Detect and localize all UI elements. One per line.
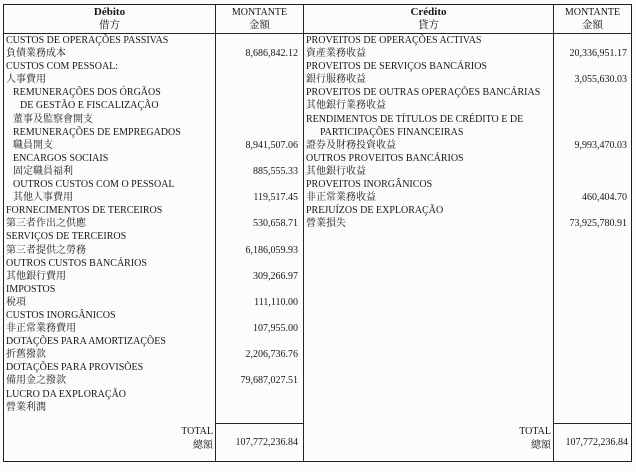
line-item-label: PROVEITOS DE SERVIÇOS BANCÁRIOS (306, 61, 487, 73)
line-item-label: 備用金之撥款 (6, 375, 66, 387)
table-row (4, 296, 303, 309)
table-row (4, 217, 303, 230)
debit-total-label-zh: 總額 (193, 439, 213, 451)
table-row (304, 34, 631, 47)
table-row (4, 244, 303, 257)
line-item-amount (553, 34, 631, 47)
line-item-amount (215, 86, 303, 99)
table-row (4, 73, 303, 86)
line-item-label: CUSTOS DE OPERAÇÕES PASSIVAS (6, 35, 169, 46)
line-item-label: CUSTOS INORGÂNICOS (6, 309, 116, 321)
line-item-amount (553, 204, 631, 217)
line-item-label: IMPOSTOS (6, 283, 56, 295)
table-row (4, 335, 303, 348)
line-item-amount (215, 230, 303, 243)
line-item-amount: 6,186,059.93 (245, 244, 298, 256)
credit-title-pt: Crédito (410, 6, 447, 18)
credit-header (304, 5, 553, 33)
table-row (4, 388, 303, 401)
credit-total-label-zh: 總額 (531, 439, 551, 451)
line-item-label: FORNECIMENTOS DE TERCEIROS (6, 205, 163, 217)
table-row (4, 165, 303, 178)
line-item-label: PREJUÍZOS DE EXPLORAÇÃO (306, 205, 444, 217)
line-item-label: 非正常業務費用 (6, 323, 76, 335)
line-item-amount: 8,686,842.12 (245, 48, 298, 60)
credit-total-amount: 107,772,236.84 (554, 423, 631, 461)
line-item-label: 其他銀行費用 (6, 270, 66, 282)
line-item-amount: 119,517.45 (253, 192, 298, 204)
table-row (4, 139, 303, 152)
table-row (4, 348, 303, 361)
debit-title-pt: Débito (93, 6, 126, 18)
line-item-label: 其他銀行收益 (306, 165, 366, 177)
table-row (4, 309, 303, 322)
line-item-amount (553, 99, 631, 112)
table-row (304, 86, 631, 99)
line-item-amount (215, 309, 303, 322)
table-row (4, 152, 303, 165)
debit-total-label-pt: TOTAL (181, 426, 213, 437)
line-item-label: 稅項 (6, 296, 26, 308)
line-item-amount (553, 126, 631, 139)
line-item-amount: 79,687,027.51 (240, 375, 298, 387)
table-row (4, 322, 303, 335)
line-item-amount (215, 178, 303, 191)
line-item-label: OUTROS CUSTOS COM O PESSOAL (13, 179, 175, 191)
line-item-amount (215, 257, 303, 270)
line-item-amount: 460,404.70 (582, 192, 627, 204)
line-item-amount: 3,055,630.03 (574, 74, 627, 86)
credit-title-zh: 貸方 (418, 20, 439, 31)
debit-amount-title-pt: MONTANTE (231, 7, 288, 18)
line-item-label: 固定職員福利 (13, 165, 73, 177)
debit-total-amount: 107,772,236.84 (216, 423, 303, 461)
line-item-label: LUCRO DA EXPLORAÇÃO (6, 388, 127, 400)
line-item-amount: 9,993,470.03 (574, 139, 627, 151)
line-item-amount (553, 60, 631, 73)
table-row (4, 178, 303, 191)
line-item-amount (215, 335, 303, 348)
table-row (304, 113, 631, 126)
table-row (4, 230, 303, 243)
table-row (304, 60, 631, 73)
table-row (304, 47, 631, 60)
table-row (4, 401, 303, 414)
table-row (4, 204, 303, 217)
table-row (304, 178, 631, 191)
credit-line-items (304, 34, 631, 230)
line-item-label: PROVEITOS DE OPERAÇÕES ACTIVAS (306, 35, 482, 46)
table-row (4, 47, 303, 60)
line-item-amount (553, 165, 631, 178)
table-row (4, 34, 303, 47)
line-item-amount: 2,206,736.76 (245, 349, 298, 361)
debit-header (4, 5, 215, 33)
table-row (4, 374, 303, 387)
credit-amount-title-pt: MONTANTE (564, 7, 621, 18)
line-item-label: PARTICIPAÇÕES FINANCEIRAS (320, 126, 464, 138)
line-item-label: 營業利潤 (6, 401, 46, 413)
line-item-label: DE GESTÃO E FISCALIZAÇÃO (20, 100, 159, 112)
line-item-amount (215, 152, 303, 165)
line-item-label: OUTROS CUSTOS BANCÁRIOS (6, 257, 147, 269)
line-item-label: PROVEITOS INORGÂNICOS (306, 179, 433, 191)
line-item-amount: 8,941,507.06 (245, 139, 298, 151)
table-row (304, 204, 631, 217)
table-row (304, 217, 631, 230)
line-item-label: CUSTOS COM PESSOAL: (6, 61, 119, 73)
line-item-label: DOTAÇÕES PARA PROVISÕES (6, 362, 144, 374)
line-item-label: ENCARGOS SOCIAIS (13, 152, 109, 164)
table-row (304, 99, 631, 112)
line-item-amount: 111,110.00 (254, 296, 298, 308)
table-row (4, 60, 303, 73)
table-row (304, 126, 631, 139)
table-row (4, 86, 303, 99)
debit-total-label (4, 425, 213, 452)
debit-title-zh: 借方 (99, 20, 120, 31)
line-item-label: PROVEITOS DE OUTRAS OPERAÇÕES BANCÁRIAS (306, 87, 541, 99)
line-item-amount: 73,925,780.91 (569, 218, 627, 230)
credit-total-label (304, 425, 551, 452)
line-item-label: 折舊撥款 (6, 349, 46, 361)
line-item-label: 董事及監察會開支 (13, 113, 93, 125)
table-row (304, 139, 631, 152)
table-row (4, 113, 303, 126)
credit-total-label-pt: TOTAL (519, 426, 551, 437)
line-item-label: 非正常業務收益 (306, 192, 376, 204)
line-item-amount: 309,266.97 (253, 270, 298, 282)
line-item-label: RENDIMENTOS DE TÍTULOS DE CRÉDITO E DE (306, 113, 524, 125)
line-item-amount: 885,555.33 (253, 165, 298, 177)
line-item-label: REMUNERAÇÕES DE EMPREGADOS (13, 126, 181, 138)
line-item-label: 銀行服務收益 (306, 74, 366, 86)
line-item-amount: 20,336,951.17 (569, 48, 627, 60)
debit-amount-header (216, 5, 303, 33)
line-item-amount (553, 178, 631, 191)
line-item-label: REMUNERAÇÕES DOS ÓRGÃOS (13, 87, 161, 99)
line-item-label: DOTAÇÕES PARA AMORTIZAÇÕES (6, 336, 166, 348)
line-item-amount (215, 113, 303, 126)
line-item-amount (215, 204, 303, 217)
table-row (4, 283, 303, 296)
debit-line-items (4, 34, 303, 414)
line-item-label: 證券及財務投資收益 (306, 139, 396, 151)
line-item-label: 營業損失 (306, 218, 346, 230)
credit-amount-header (554, 5, 631, 33)
table-row (4, 270, 303, 283)
line-item-amount (215, 388, 303, 401)
line-item-label: 第三者作出之供應 (6, 218, 86, 230)
line-item-amount (553, 86, 631, 99)
line-item-label: OUTROS PROVEITOS BANCÁRIOS (306, 152, 464, 164)
line-item-label: 其他人事費用 (13, 192, 73, 204)
line-item-amount (215, 126, 303, 139)
table-row (4, 257, 303, 270)
line-item-amount: 530,658.71 (253, 218, 298, 230)
table-row (304, 152, 631, 165)
line-item-amount (215, 401, 303, 414)
line-item-amount (553, 152, 631, 165)
table-row (304, 73, 631, 86)
line-item-label: 資產業務收益 (306, 48, 366, 60)
pnl-table (3, 4, 632, 462)
credit-amount-title-zh: 金額 (582, 20, 603, 31)
line-item-label: 職員開支 (13, 139, 53, 151)
debit-amount-title-zh: 金額 (249, 20, 270, 31)
line-item-label: 第三者提供之勞務 (6, 244, 86, 256)
line-item-label: 人事費用 (6, 74, 46, 86)
line-item-amount (215, 73, 303, 86)
table-row (304, 165, 631, 178)
line-item-amount (215, 361, 303, 374)
line-item-label: 負債業務成本 (6, 48, 66, 60)
line-item-amount (215, 283, 303, 296)
table-row (4, 191, 303, 204)
line-item-label: SERVIÇOS DE TERCEIROS (6, 231, 127, 243)
line-item-label: 其他銀行業務收益 (306, 100, 386, 112)
line-item-amount (553, 113, 631, 126)
line-item-amount (215, 99, 303, 112)
line-item-amount: 107,955.00 (253, 323, 298, 335)
line-item-amount (215, 60, 303, 73)
line-item-amount (215, 34, 303, 47)
table-row (4, 99, 303, 112)
table-row (304, 191, 631, 204)
table-row (4, 126, 303, 139)
table-row (4, 361, 303, 374)
